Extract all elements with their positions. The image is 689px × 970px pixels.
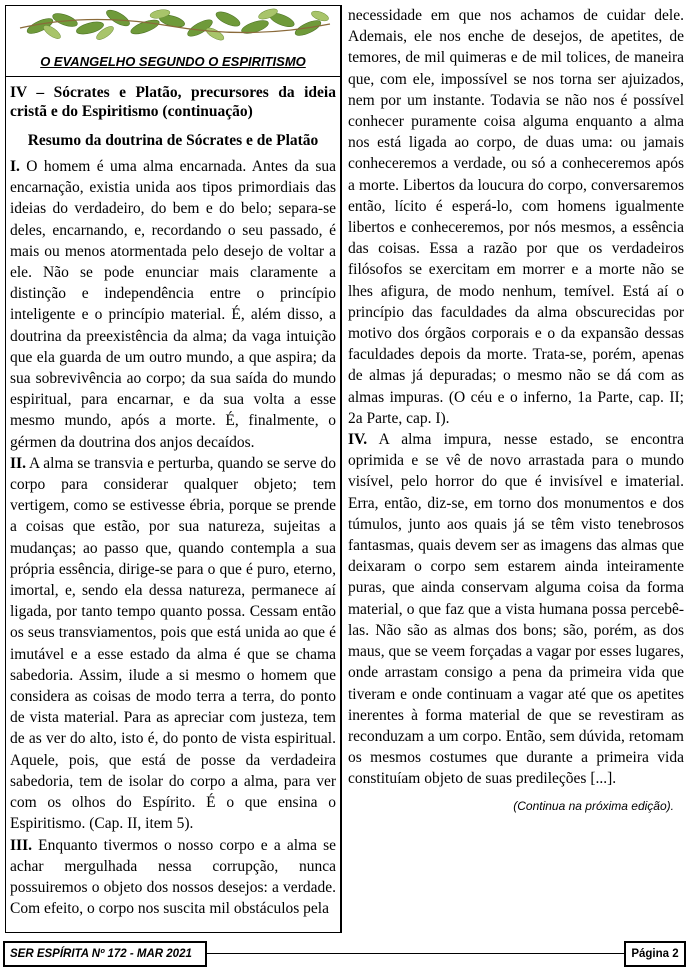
chapter-title: IV – Sócrates e Platão, precursores da ideia cristã e do Espiritismo (continuação) — [10, 84, 336, 120]
footer-page-number: Página 2 — [624, 941, 686, 967]
leaf-garland-image — [10, 6, 336, 44]
footer-rule — [207, 953, 624, 954]
paragraph-text: A alma se transvia e perturba, quando se serve do corpo para considerar qualquer objeto; tem vertigem, como se estivesse ébria, porque se prende a coisas que estão, por sua natureza, sujeitas a mudanças; ao passo que, quando contempla a sua própria essência, dirige-se para o que é puro, eterno, imortal, e, sendo ela dessa natureza, permanece aí ligada, por tanto tempo quanto possa. Cessam então os seus transviamentos, pois que está unida ao que é imutável e a esse estado da alma é que se chama sabedoria. Assim, ilude a si mesmo o homem que considera as coisas de modo terra a terra, do ponto de vista material. Para as apreciar com justeza, tem de as ver do alto, isto é, do ponto de vista espiritual. Aquele, pois, que está de posse da verdadeira sabedoria, tem de isolar do corpo a alma, para ver com os olhos do Espírito. É o que ensina o Espiritismo. (Cap. II, item 5). — [10, 454, 336, 833]
paragraph-4 — [348, 429, 684, 789]
right-column — [348, 5, 684, 930]
leaf-banner — [10, 6, 336, 44]
paragraph-text: O homem é uma alma encarnada. Antes da sua encarnação, existia unida aos tipos primordiais das ideias do verdadeiro, do bem e do belo; separa-se deles, encarnando, e, recordando o seu passado, é mais ou menos atormentada pelo desejo de voltar a ele. Não se pode enunciar mais claramente a distinção e independência entre o princípio inteligente e o princípio material. É, além disso, a doutrina da preexistência da alma; da vaga intuição que ela guarda de um outro mundo, a que aspira; da sua sobrevivência ao corpo; da sua saída do mundo espiritual, para encarnar, e da sua volta a esse mesmo mundo, após a morte. É, finalmente, o gérmen da doutrina dos anjos decaídos. — [10, 158, 336, 451]
paragraph-label: I. — [10, 158, 20, 175]
paragraph-2 — [10, 453, 336, 835]
paragraph-3-continued: necessidade em que nos achamos de cuidar dele. Ademais, ele nos enche de desejos, de apetites, de temores, de mil quimeras e de mil tolices, de maneira que, com ele, impossível se nos torna ser ajuizados, nem por um instante. Todavia se não nos é possível conhecer puramente coisa alguma enquanto a alma nos está ligada ao corpo, de duas uma: ou jamais conheceremos a verdade, ou só a conheceremos após a morte. Libertos da loucura do corpo, conversaremos então, lícito é esperá-lo, com homens igualmente libertos e conheceremos, por nós mesmos, a essência das coisas. Essa a razão por que os verdadeiros filósofos se exercitam em morrer e a morte não se lhes afigura, de modo nenhum, temível. Está aí o princípio das faculdades da alma obscurecidas por motivo dos órgãos corporais e o da expansão dessas faculdades depois da morte. Trata-se, porém, apenas de almas já depuradas; o mesmo não se dá com as almas impuras. (O céu e o inferno, 1a Parte, cap. II; 2a Parte, cap. I). — [348, 7, 684, 427]
continued-note: (Continua na próxima edição). — [513, 798, 674, 813]
paragraph-1 — [10, 156, 336, 453]
paragraph-label: IV. — [348, 431, 368, 449]
paragraph-label: II. — [10, 454, 26, 472]
section-title: O EVANGELHO SEGUNDO O ESPIRITISMO — [40, 54, 306, 69]
paragraph-label: III. — [10, 836, 32, 854]
left-column — [5, 5, 342, 933]
subtitle: Resumo da doutrina de Sócrates e de Platão — [27, 132, 319, 149]
paragraph-text: Enquanto tivermos o nosso corpo e a alma se achar mergulhada nessa corrupção, nunca possuiremos o objeto dos nossos desejos: a verdade. Com efeito, o corpo nos suscita mil obstáculos pela — [10, 836, 336, 918]
paragraph-3 — [10, 835, 336, 920]
divider — [6, 76, 340, 77]
footer-publication: SER ESPÍRITA Nº 172 - MAR 2021 — [3, 941, 207, 967]
paragraph-text: A alma impura, nesse estado, se encontra oprimida e se vê de novo arrastada para o mundo visível, pelo horror do que é invisível e imaterial. Erra, então, diz-se, em torno dos monumentos e dos túmulos, junto aos quais já se têm visto tenebrosos fantasmas, quais devem ser as imagens das almas que deixaram o corpo sem estarem ainda inteiramente puras, que ainda conservam alguma coisa da forma material, o que faz que a vista humana possa percebê-las. Não são as almas dos bons; são, porém, as dos maus, que se veem forçadas a vagar por esses lugares, onde arrastam consigo a pena da primeira vida que tiveram e onde continuam a vagar até que os apetites inerentes à forma material de que se revestiram as reconduzam a um corpo. Então, sem dúvida, retomam os mesmos costumes que durante a primeira vida constituíam objeto de suas predileções [...]. — [348, 431, 684, 788]
